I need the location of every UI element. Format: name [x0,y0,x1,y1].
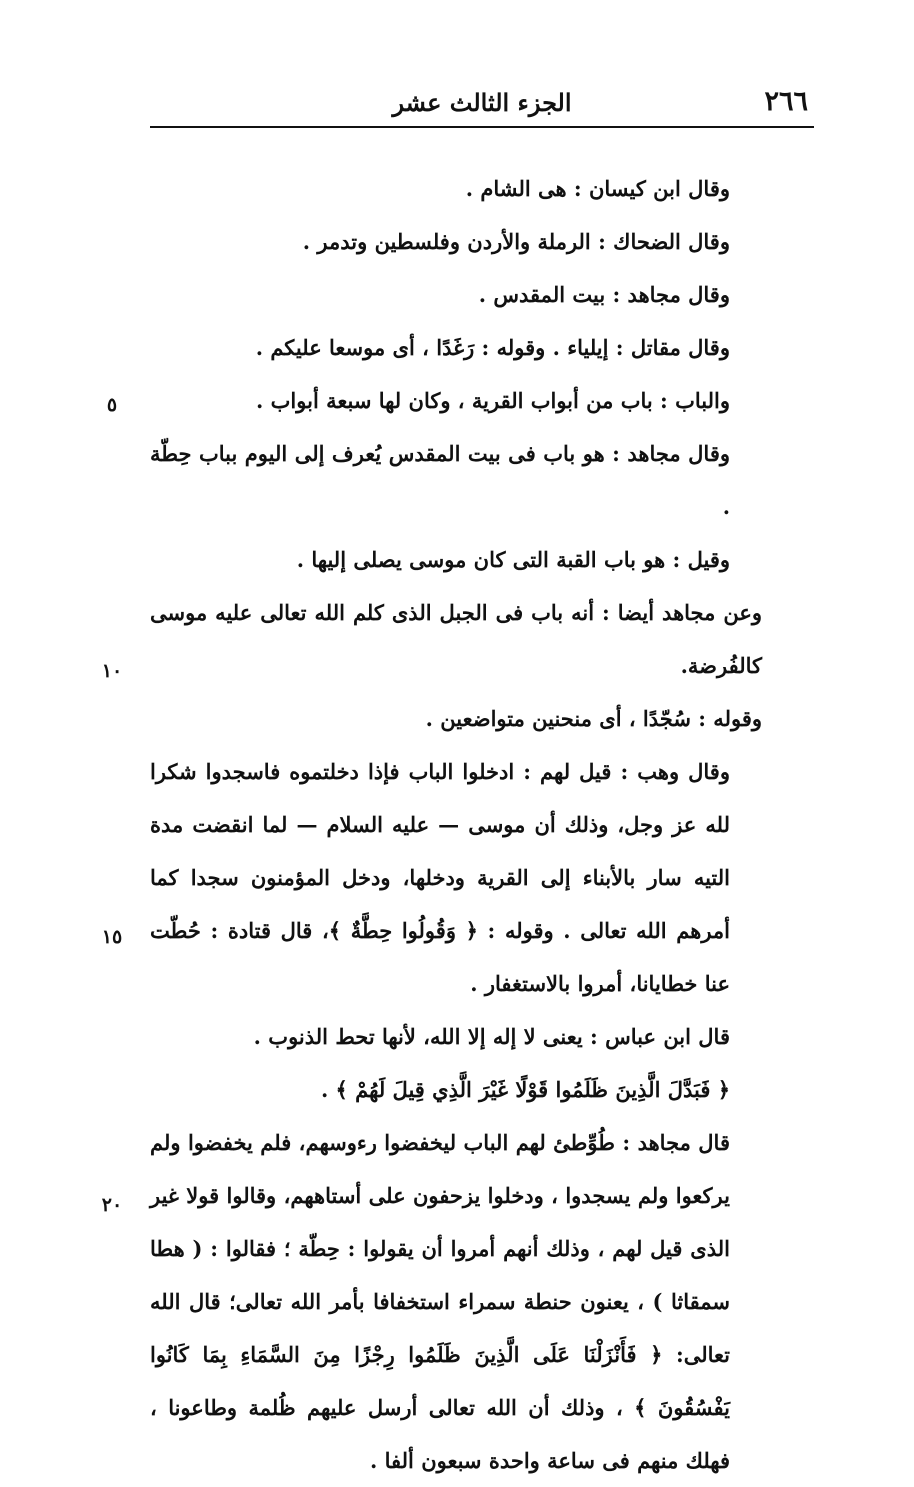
page-header [150,82,814,124]
paragraph: وعن مجاهد أيضا : أنه باب فى الجبل الذى كلم الله تعالى عليه موسى كالفُرضة. [150,600,762,678]
header-rule [150,126,814,128]
paragraph: وقال وهب : قيل لهم : ادخلوا الباب فإذا دخلتموه فاسجدوا شكرا لله عز وجل، وذلك أن موسى — عليه السلام — لما انقضت مدة التيه سار بالأبناء إلى القرية ودخلها، ودخل المؤمنون سجدا كما أمرهم الله تعالى . وقوله : ﴿ وَقُولُوا حِطَّةٌ ﴾، قال قتادة : حُطّت عنا خطايانا، أمروا بالاستغفار . [150,759,730,996]
margin-line-number: ٢٠ [101,1194,123,1216]
running-title: الجزء الثالث عشر [392,88,572,117]
body-text [150,162,762,1487]
paragraph: قال مجاهد : طُوِّطئ لهم الباب ليخفضوا رءوسهم، فلم يخفضوا ولم يركعوا ولم يسجدوا ، ودخلوا يزحفون على أستاههم، وقالوا قولا غير الذى قيل لهم ، وذلك أنهم أمروا أن يقولوا : حِطّة ؛ فقالوا : ( هطا سمقاثا ) ، يعنون حنطة سمراء استخفافا بأمر الله تعالى؛ قال الله تعالى: ﴿ فَأَنْزَلْنَا عَلَى الَّذِينَ ظَلَمُوا رِجْزًا مِنَ السَّمَاءِ بِمَا كَانُوا يَفْسُقُونَ ﴾ ، وذلك أن الله تعالى أرسل عليهم ظُلمة وطاعونا ، فهلك منهم فى ساعة واحدة سبعون ألفا . [150,1130,730,1473]
paragraph: وقال ابن كيسان : هى الشام . [465,176,730,201]
paragraph: وقال مجاهد : بيت المقدس . [478,282,730,307]
quran-verse: ﴿ فَبَدَّلَ الَّذِينَ ظَلَمُوا قَوْلًا غَيْرَ الَّذِي قِيلَ لَهُمْ ﴾ . [320,1077,730,1102]
paragraph: وقال مقاتل : إيلياء . وقوله : رَغَدًا ، أى موسعا عليكم . [255,335,730,360]
margin-line-number: ٥ [106,394,118,416]
paragraph: وقوله : سُجّدًا ، أى منحنين متواضعين . [425,706,762,731]
paragraph: وقيل : هو باب القبة التى كان موسى يصلى إليها . [296,547,730,572]
paragraph: وقال مجاهد : هو باب فى بيت المقدس يُعرف إلى اليوم بباب حِطّة . [150,441,730,519]
paragraph: وقال الضحاك : الرملة والأردن وفلسطين وتدمر . [302,229,730,254]
paragraph: والباب : باب من أبواب القرية ، وكان لها سبعة أبواب . [256,388,730,413]
page-number: ٢٦٦ [764,86,808,117]
margin-line-number: ١٥ [101,926,123,948]
paragraph: قال ابن عباس : يعنى لا إله إلا الله، لأنها تحط الذنوب . [253,1024,730,1049]
margin-line-number: ١٠ [101,660,123,682]
